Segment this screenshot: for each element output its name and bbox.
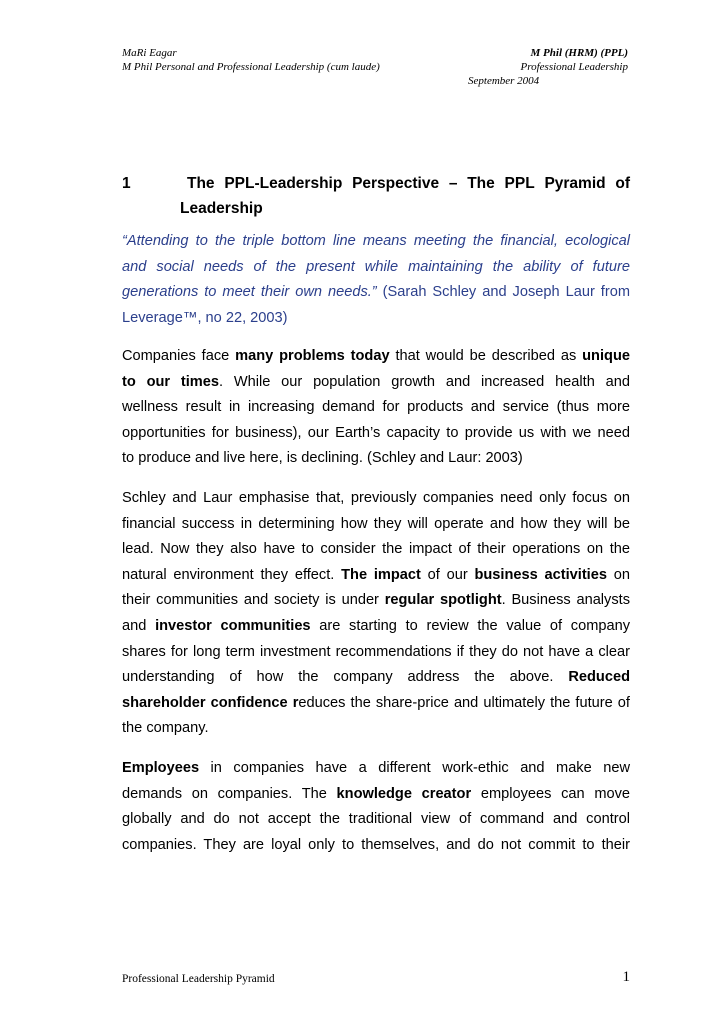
title-word: PPL-Leadership [224, 175, 343, 192]
bold-run: business activities [474, 566, 607, 583]
text-run: in companies have a different work-ethic and make new [199, 760, 630, 776]
text-line: wellness result in increasing demand for products and service (thus more [122, 399, 630, 416]
quote-citation: (Sarah Schley and Joseph Laur from [376, 284, 630, 301]
title-word: of [615, 175, 630, 192]
bold-run: regular spotlight [384, 592, 502, 609]
bold-run: Employees [122, 760, 200, 776]
header-right [378, 46, 628, 74]
title-word: Perspective [352, 175, 440, 192]
bold-run: The impact [341, 566, 421, 583]
header-course-name: Professional Leadership [520, 61, 628, 73]
quote-line: generations to meet their own needs.” [122, 284, 377, 301]
section-number: 1 [122, 175, 131, 192]
quote-line: and social needs of the present while maintaining the ability of future [122, 258, 630, 275]
quote-citation-cont: Leverage™, no 22, 2003) [122, 309, 288, 326]
bold-run: knowledge creator [336, 785, 472, 802]
title-word: The [187, 175, 215, 192]
bold-run: unique [582, 348, 630, 364]
quote-paragraph [122, 229, 630, 331]
header-author-degree: M Phil Personal and Professional Leadership (cum laude) [122, 61, 380, 73]
text-run: of our [420, 566, 475, 583]
text-run: educes the share-price and ultimately the future of [298, 694, 630, 711]
bold-run: Reduced [568, 669, 630, 686]
title-word: Pyramid [544, 175, 606, 192]
bold-run: investor communities [155, 617, 311, 634]
text-run: on [606, 566, 630, 583]
text-run: their communities and society is under [122, 592, 385, 609]
text-line: globally and do not accept the traditional view of command and control [122, 811, 630, 828]
text-line: Schley and Laur emphasise that, previously companies need only focus on [122, 490, 630, 506]
footer-rule [122, 966, 630, 967]
bold-run: many problems today [235, 348, 390, 364]
header-course-code: M Phil (HRM) (PPL) [530, 47, 628, 59]
title-word: – [448, 175, 458, 192]
text-line: opportunities for business), our Earth’s capacity to provide us with we need [122, 424, 630, 441]
section-title-line2: Leadership [180, 200, 263, 217]
text-line: financial success in determining how they will operate and how they will be [122, 515, 630, 532]
text-run: are starting to review the value of company [310, 617, 631, 634]
text-run: . While our population growth and increased health and [219, 373, 630, 390]
text-line: lead. Now they also have to consider the impact of their operations on the [122, 541, 630, 558]
bold-run: shareholder confidence r [122, 694, 299, 711]
text-line: to produce and live here, is declining. (Schley and Laur: 2003) [122, 450, 523, 467]
text-line: the company. [122, 720, 209, 737]
bold-run: to our times [122, 373, 220, 390]
paragraph-3 [122, 756, 630, 858]
title-word: The [467, 175, 495, 192]
header-author: MaRi Eagar [122, 47, 177, 59]
text-run: demands on companies. The [122, 785, 337, 802]
page-number: 1 [622, 969, 630, 985]
text-run: and [122, 617, 156, 634]
paragraph-1 [122, 344, 630, 472]
text-run: natural environment they effect. [122, 566, 342, 583]
text-run: that would be described as [389, 348, 583, 364]
header-date: September 2004 [468, 75, 540, 87]
quote-line: “Attending to the triple bottom line means meeting the financial, ecological [122, 233, 630, 249]
text-run: . Business analysts [501, 592, 630, 609]
text-run: employees can move [471, 785, 630, 802]
text-run: Companies face [122, 348, 236, 364]
text-line: shares for long term investment recommendations if they do not have a clear [122, 643, 630, 660]
title-word: PPL [504, 175, 535, 192]
section-title-line1 [187, 170, 630, 198]
text-line: companies. They are loyal only to themselves, and do not commit to their [122, 836, 630, 853]
paragraph-2 [122, 486, 630, 742]
footer-title: Professional Leadership Pyramid [122, 973, 275, 985]
text-run: understanding of how the company address the above. [122, 669, 569, 686]
